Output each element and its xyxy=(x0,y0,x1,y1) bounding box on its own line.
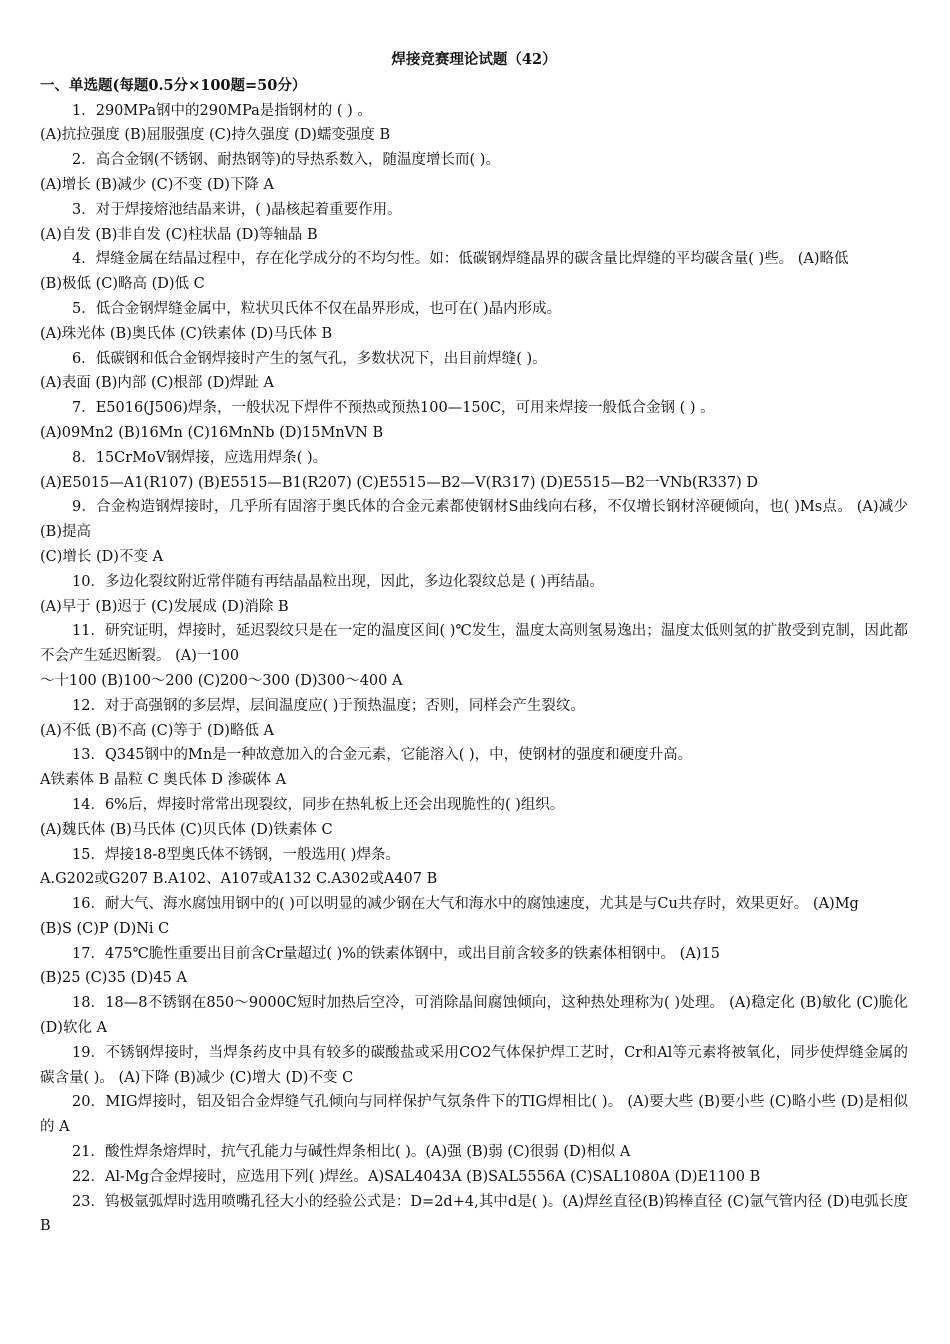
question-11: 11．研究证明，焊接时，延迟裂纹只是在一定的温度区间( )℃发生，温度太高则氢易逸出；温度太低则氢的扩散受到克制，因此都不会产生延迟断裂。 (A)一100 xyxy=(40,623,908,665)
question-list xyxy=(40,99,908,1240)
options-14: (A)魏氏体 (B)马氏体 (C)贝氏体 (D)铁素体 C xyxy=(40,821,333,838)
question-4: 4．焊缝金属在结晶过程中，存在化学成分的不均匀性。如：低碳钢焊缝晶界的碳含量比焊缝的平均碳含量( )些。 (A)略低 xyxy=(72,251,849,268)
options-17: (B)25 (C)35 (D)45 A xyxy=(40,970,187,987)
question-20: 20．MIG焊接时，铝及铝合金焊缝气孔倾向与同样保护气氛条件下的TIG焊相比( )。 (A)要大些 (B)要小些 (C)略小些 (D)是相似的 A xyxy=(40,1094,908,1136)
options-5: (A)珠光体 (B)奥氏体 (C)铁素体 (D)马氏体 B xyxy=(40,325,333,342)
question-19: 19．不锈钢焊接时，当焊条药皮中具有较多的碳酸盐或采用CO2气体保护焊工艺时，Cr和Al等元素将被氧化，同步使焊缝金属的碳含量( )。 (A)下降 (B)减少 (C)增大 (D)不变 C xyxy=(40,1044,908,1086)
question-8: 8．15CrMoV钢焊接，应选用焊条( )。 xyxy=(72,449,328,466)
options-3: (A)自发 (B)非自发 (C)柱状晶 (D)等轴晶 B xyxy=(40,226,318,243)
options-4: (B)极低 (C)略高 (D)低 C xyxy=(40,276,205,293)
options-16: (B)S (C)P (D)Ni C xyxy=(40,920,170,937)
question-18: 18．18—8不锈钢在850～9000C短时加热后空冷，可消除晶间腐蚀倾向，这种热处理称为( )处理。 (A)稳定化 (B)敏化 (C)脆化 (D)软化 A xyxy=(40,995,908,1037)
options-11: ～十100 (B)100～200 (C)200～300 (D)300～400 A xyxy=(40,672,403,689)
options-8: (A)E5015—A1(R107) (B)E5515—B1(R207) (C)E5515—B2—V(R317) (D)E5515—B2一VNb(R337) D xyxy=(40,474,758,491)
question-16: 16．耐大气、海水腐蚀用钢中的( )可以明显的减少钢在大气和海水中的腐蚀速度，尤其是与Cu共存时，效果更好。 (A)Mg xyxy=(72,896,859,913)
question-5: 5．低合金钢焊缝金属中，粒状贝氏体不仅在晶界形成，也可在( )晶内形成。 xyxy=(72,300,562,317)
question-3: 3．对于焊接熔池结晶来讲，( )晶核起着重要作用。 xyxy=(72,201,402,218)
question-17: 17．475℃脆性重要出目前含Cr量超过( )%的铁素体钢中，或出目前含较多的铁素体相钢中。 (A)15 xyxy=(72,945,720,962)
question-2: 2．高合金钢(不锈钢、耐热钢等)的导热系数入，随温度增长而( )。 xyxy=(72,152,500,169)
options-10: (A)早于 (B)迟于 (C)发展成 (D)消除 B xyxy=(40,598,289,615)
question-13: 13．Q345钢中的Mn是一种故意加入的合金元素，它能溶入( )，中，使钢材的强度和硬度升高。 xyxy=(72,747,693,764)
options-13: A铁素体 B 晶粒 C 奥氏体 D 渗碳体 A xyxy=(40,772,287,789)
question-15: 15．焊接18-8型奥氏体不锈钢，一般选用( )焊条。 xyxy=(72,846,400,863)
question-21: 21．酸性焊条熔焊时，抗气孔能力与碱性焊条相比( )。(A)强 (B)弱 (C)很弱 (D)相似 A xyxy=(72,1144,631,1161)
options-12: (A)不低 (B)不高 (C)等于 (D)略低 A xyxy=(40,722,275,739)
options-9: (C)增长 (D)不变 A xyxy=(40,548,164,565)
question-1: 1．290MPa钢中的290MPa是指钢材的 ( ) 。 xyxy=(72,102,372,119)
exam-page xyxy=(40,48,908,1239)
options-6: (A)表面 (B)内部 (C)根部 (D)焊趾 A xyxy=(40,375,275,392)
options-7: (A)09Mn2 (B)16Mn (C)16MnNb (D)15MnVN B xyxy=(40,424,384,441)
question-6: 6．低碳钢和低合金钢焊接时产生的氢气孔，多数状况下，出目前焊缝( )。 xyxy=(72,350,547,367)
question-23: 23．钨极氩弧焊时选用喷嘴孔径大小的经验公式是：D=2d+4,其中d是( )。(A)焊丝直径(B)钨棒直径 (C)氩气管内径 (D)电弧长度 B xyxy=(40,1193,908,1235)
section-heading: 一、单选题(每题0.5分×100题=50分） xyxy=(40,76,307,94)
options-2: (A)增长 (B)减少 (C)不变 (D)下降 A xyxy=(40,176,275,193)
page-title: 焊接竞赛理论试题（42） xyxy=(391,51,557,68)
question-22: 22．Al-Mg合金焊接时，应选用下列( )焊丝。A)SAL4043A (B)SAL5556A (C)SAL1080A (D)E1100 B xyxy=(72,1168,761,1185)
options-1: (A)抗拉强度 (B)屈服强度 (C)持久强度 (D)蠕变强度 B xyxy=(40,127,391,144)
question-9: 9．合金构造钢焊接时，几乎所有固溶于奥氏体的合金元素都使钢材S曲线向右移，不仅增长钢材淬硬倾向，也( )Ms点。 (A)减少 (B)提高 xyxy=(40,499,908,541)
question-10: 10．多边化裂纹附近常伴随有再结晶晶粒出现，因此，多边化裂纹总是 ( )再结晶。 xyxy=(72,573,604,590)
question-12: 12．对于高强钢的多层焊，层间温度应( )于预热温度；否则，同样会产生裂纹。 xyxy=(72,697,585,714)
question-7: 7．E5016(J506)焊条，一般状况下焊件不预热或预热100—150C，可用来焊接一般低合金钢 ( ) 。 xyxy=(72,400,715,417)
options-15: A.G202或G207 B.A102、A107或A132 C.A302或A407 B xyxy=(40,871,438,888)
question-14: 14．6%后，焊接时常常出现裂纹，同步在热轧板上还会出现脆性的( )组织。 xyxy=(72,796,565,813)
